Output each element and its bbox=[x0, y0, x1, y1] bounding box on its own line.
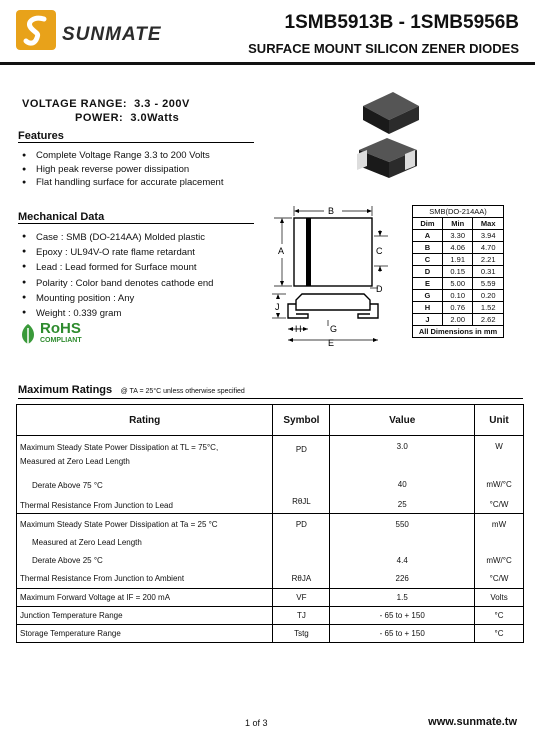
label-J: J bbox=[275, 302, 280, 312]
mechanical-data-heading: Mechanical Data bbox=[18, 211, 254, 224]
list-item: ● Polarity : Color band denotes cathode end bbox=[18, 276, 213, 291]
leaf-icon bbox=[18, 322, 38, 346]
value-header: Value bbox=[330, 405, 475, 436]
features-heading: Features bbox=[18, 130, 254, 143]
package-photo bbox=[355, 88, 425, 193]
company-logo-mark bbox=[16, 10, 56, 50]
list-item: ● Mounting position : Any bbox=[18, 291, 213, 306]
table-row: Junction Temperature Range TJ - 65 to + 150 °C bbox=[17, 607, 524, 625]
list-item: ● High peak reverse power dissipation bbox=[18, 163, 223, 177]
list-item: ● Case : SMB (DO-214AA) Molded plastic bbox=[18, 230, 213, 245]
dimension-table bbox=[412, 205, 504, 338]
label-B: B bbox=[328, 206, 335, 216]
table-row: B 4.06 4.70 bbox=[413, 242, 504, 254]
voltage-range-spec: VOLTAGE RANGE: 3.3 - 200V bbox=[22, 98, 190, 110]
page-number: 1 of 3 bbox=[245, 718, 268, 728]
header-divider bbox=[0, 62, 535, 65]
min-header: Min bbox=[442, 218, 473, 230]
max-header: Max bbox=[473, 218, 504, 230]
list-item: ● Epoxy : UL94V-O rate flame retardant bbox=[18, 245, 213, 260]
table-row: C 1.91 2.21 bbox=[413, 254, 504, 266]
dim-header: Dim bbox=[413, 218, 443, 230]
table-row: A 3.30 3.94 bbox=[413, 230, 504, 242]
symbol-header: Symbol bbox=[273, 405, 330, 436]
max-ratings-table bbox=[16, 404, 524, 643]
label-A: A bbox=[278, 246, 285, 256]
unit-header: Unit bbox=[475, 405, 524, 436]
max-ratings-note: @ TA = 25°C unless otherwise specified bbox=[120, 388, 245, 395]
dimension-table-footer: All Dimensions in mm bbox=[413, 326, 504, 338]
document-subtitle: SURFACE MOUNT SILICON ZENER DIODES bbox=[248, 41, 519, 56]
table-row: G 0.10 0.20 bbox=[413, 290, 504, 302]
table-row: E 5.00 5.59 bbox=[413, 278, 504, 290]
table-row: H 0.76 1.52 bbox=[413, 302, 504, 314]
list-item: ● Weight : 0.339 gram bbox=[18, 306, 213, 321]
table-row: D 0.15 0.31 bbox=[413, 266, 504, 278]
package-outline-drawing bbox=[266, 200, 406, 353]
list-item: ● Flat handling surface for accurate placement bbox=[18, 176, 223, 190]
label-H: H bbox=[295, 324, 302, 334]
table-row: Maximum Forward Voltage at IF = 200 mA VF 1.5 Volts bbox=[17, 589, 524, 607]
list-item: ● Lead : Lead formed for Surface mount bbox=[18, 260, 213, 275]
label-G: G bbox=[330, 324, 338, 334]
features-list bbox=[18, 149, 223, 190]
table-row: Maximum Steady State Power Dissipation at Ta = 25 °C Measured at Zero Lead Length Derate Above 25 °C Thermal Resistance From Junction to Ambient PD RθJA 550 4.4 226 mW mW/°C °C/W bbox=[17, 514, 524, 589]
dimension-table-title: SMB(DO-214AA) bbox=[413, 206, 504, 218]
website-url[interactable]: www.sunmate.tw bbox=[428, 716, 517, 728]
power-spec: POWER: 3.0Watts bbox=[75, 112, 180, 124]
list-item: ● Complete Voltage Range 3.3 to 200 Volts bbox=[18, 149, 223, 163]
part-number-title: 1SMB5913B - 1SMB5956B bbox=[284, 12, 519, 33]
max-ratings-heading: Maximum Ratings @ TA = 25°C unless otherwise specified bbox=[18, 380, 523, 399]
table-row: Maximum Steady State Power Dissipation at TL = 75°C, Measured at Zero Lead Length Derate Above 75 °C Thermal Resistance From Junction to Lead PD RθJL 3.0 40 25 W mW/°C °C/W bbox=[17, 436, 524, 514]
table-row: Storage Temperature Range Tstg - 65 to + 150 °C bbox=[17, 625, 524, 643]
company-logo-text: SUNMATE bbox=[62, 24, 162, 45]
label-D: D bbox=[376, 284, 383, 294]
label-E: E bbox=[328, 338, 335, 348]
table-row: J 2.00 2.62 bbox=[413, 314, 504, 326]
label-C: C bbox=[376, 246, 383, 256]
rohs-compliant-badge: RoHS COMPLIANT bbox=[18, 320, 98, 350]
rating-header: Rating bbox=[17, 405, 273, 436]
mechanical-data-list bbox=[18, 230, 213, 321]
